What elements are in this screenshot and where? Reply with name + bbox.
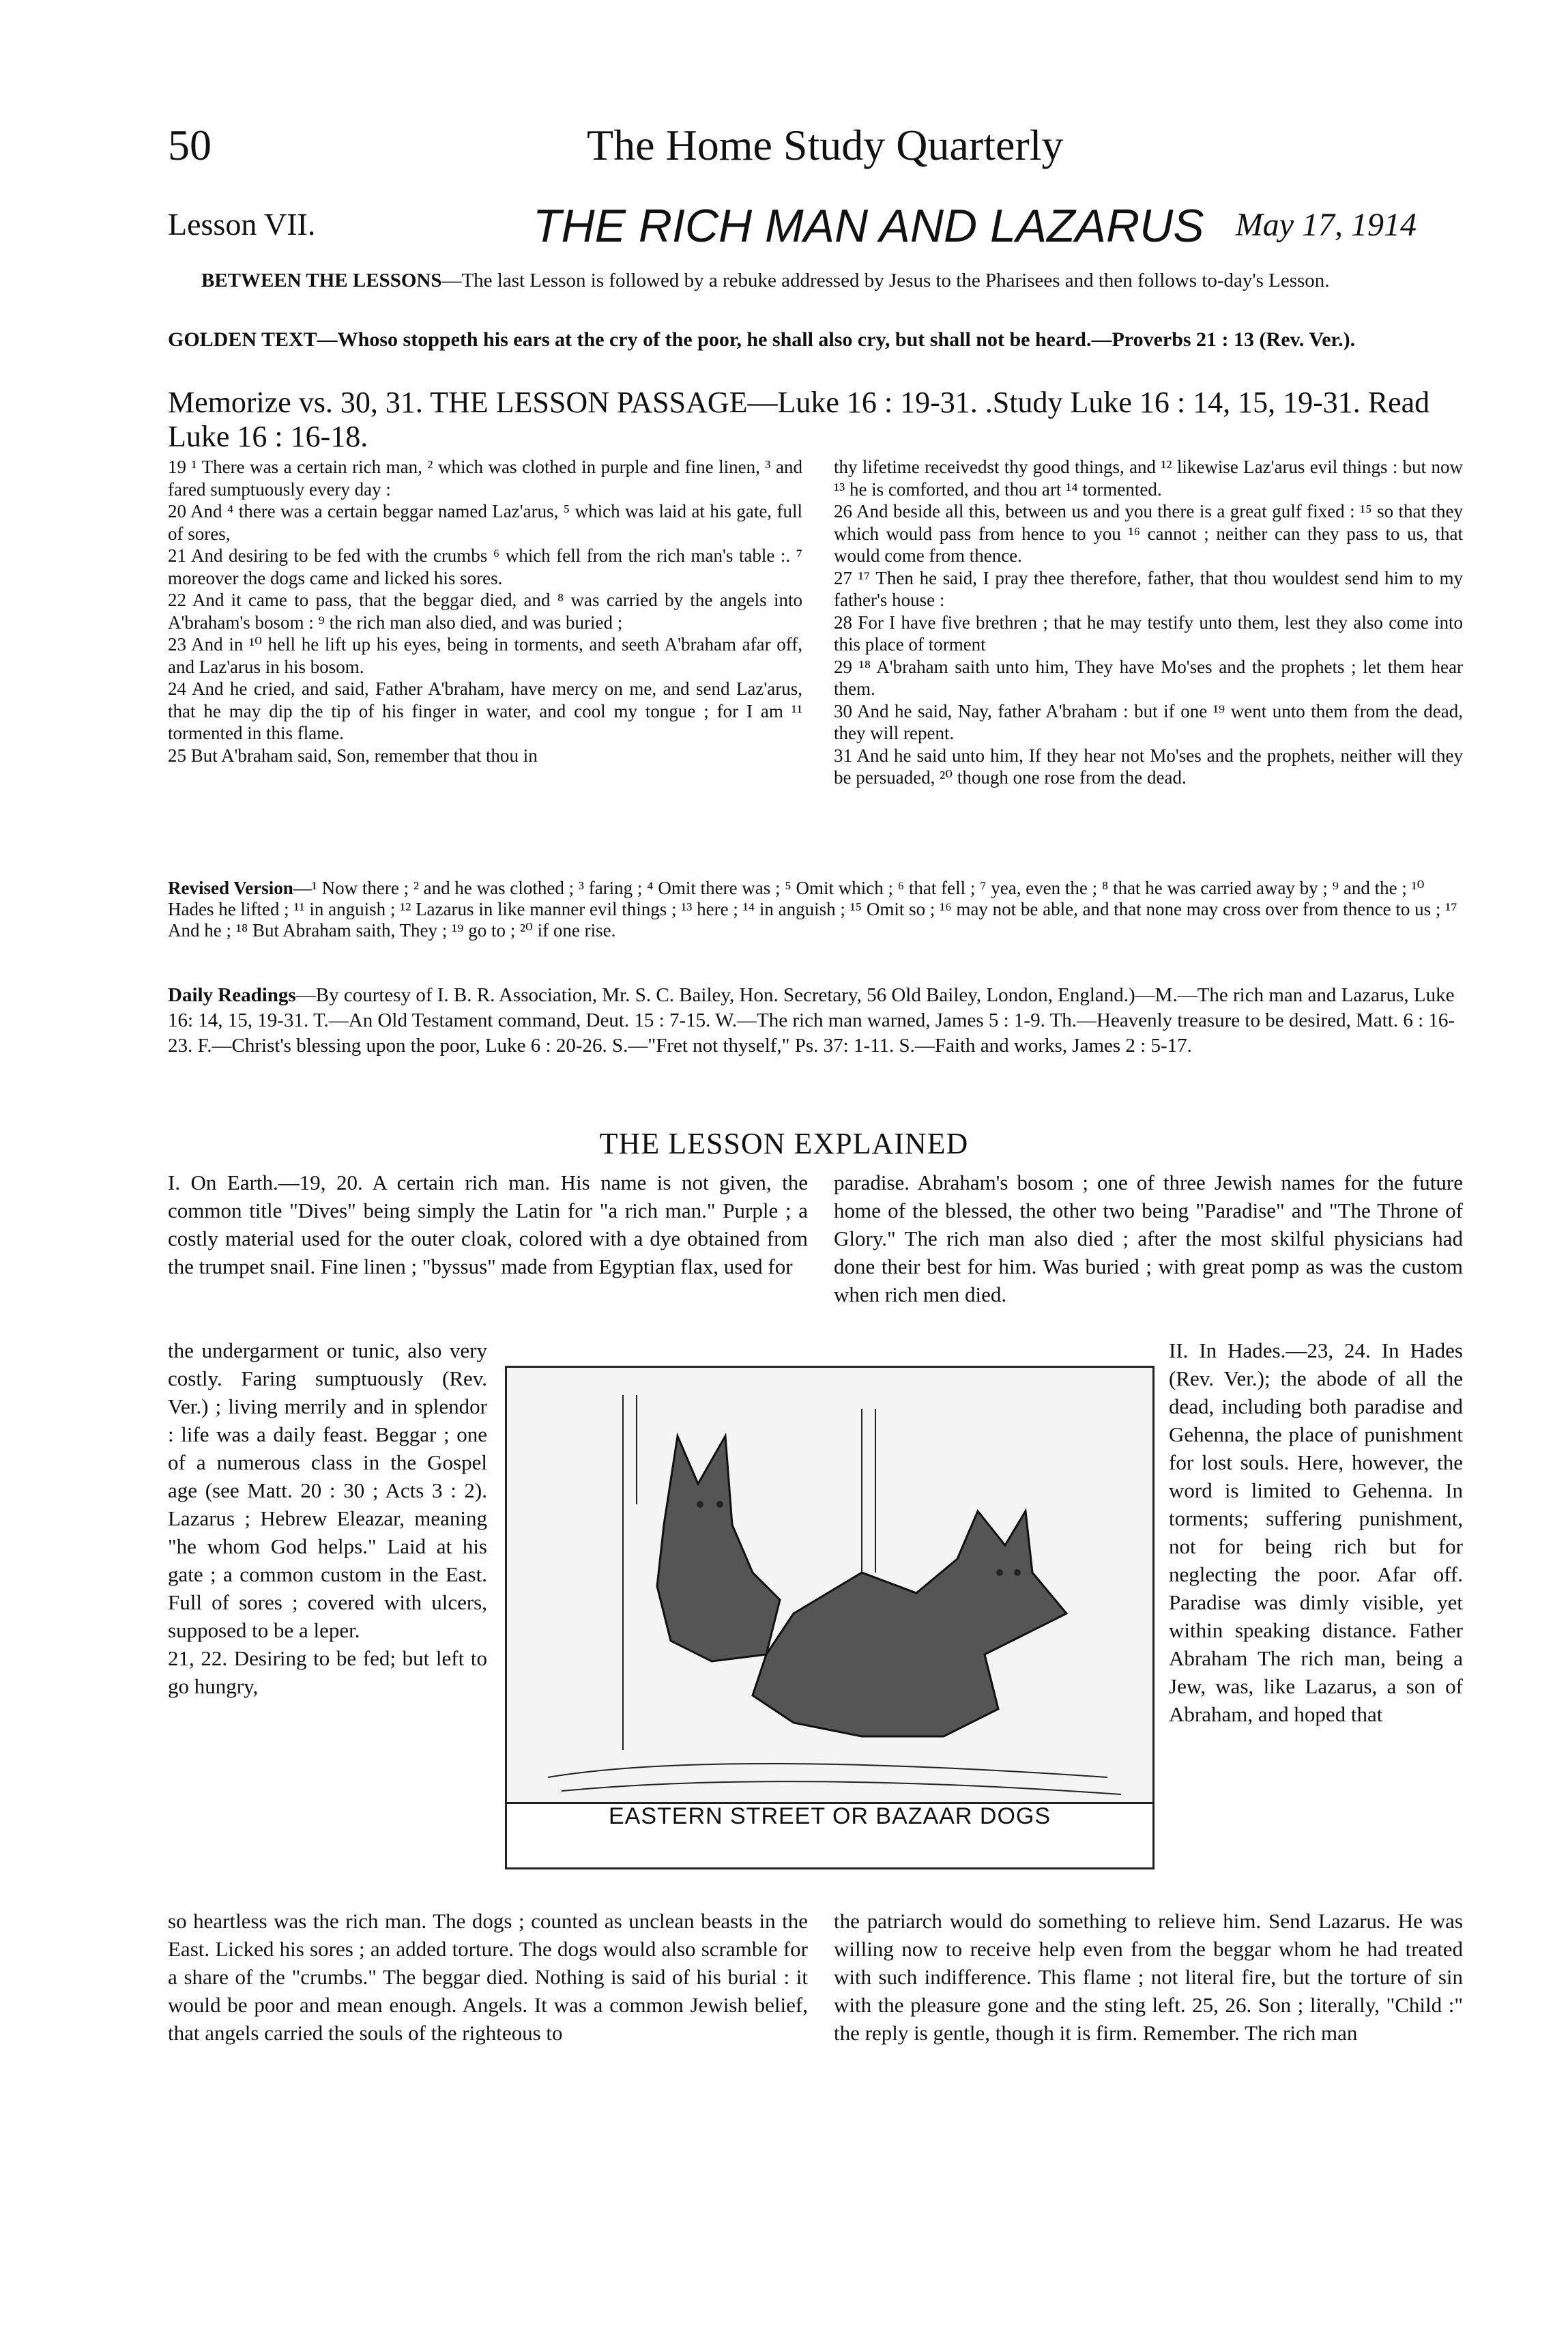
daily-text: —By courtesy of I. B. R. Association, Mr. S. C. Bailey, Hon. Secretary, 56 Old Bailey, London, England.)—M.—The rich man and Lazarus, Luke 16: 14, 15, 19-31. T.—An Old Testament command, Deut. 15 : 7-15. W.—The rich man warned, James 5 : 1-9. Th.—Heavenly treasure to be desired, Matt. 6 : 16-23. F.—Christ's blessing upon the poor, Luke 6 : 20-26. S.—"Fret not thyself," Ps. 37: 1-11. S.—Faith and works, James 2 : 5-17. xyxy=(168,984,1455,1057)
lesson-title: THE RICH MAN AND LAZARUS xyxy=(533,200,1204,252)
between-label: BETWEEN THE LESSONS xyxy=(201,270,442,291)
between-the-lessons xyxy=(201,268,1423,293)
daily-readings xyxy=(168,983,1457,1059)
verse: 23 And in ¹⁰ hell he lift up his eyes, being in torments, and seeth A'braham afar off, and Laz'arus in his bosom. xyxy=(168,634,802,677)
lesson-number: Lesson VII. xyxy=(168,207,316,242)
verse: thy lifetime receivedst thy good things, and ¹² likewise Laz'arus evil things : but now ¹³ he is comforted, and thou art ¹⁴ tormented. xyxy=(834,457,1463,500)
passage-right-column xyxy=(834,456,1463,789)
daily-label: Daily Readings xyxy=(168,984,296,1006)
between-text: —The last Lesson is followed by a rebuke addressed by Jesus to the Pharisees and then follows to-day's Lesson. xyxy=(441,270,1330,291)
verse: 27 ¹⁷ Then he said, I pray thee therefore, father, that thou wouldest send him to my father's house : xyxy=(834,567,1463,610)
verse: 25 But A'braham said, Son, remember that thou in xyxy=(168,745,538,766)
golden-text xyxy=(168,327,1444,352)
golden-label: GOLDEN TEXT xyxy=(168,328,317,351)
section-heading: THE LESSON EXPLAINED xyxy=(599,1127,969,1160)
verse: 30 And he said, Nay, father A'braham : but if one ¹⁹ went unto them from the dead, they will repent. xyxy=(834,700,1463,743)
explained-left-narrow xyxy=(168,1336,487,1700)
verse: 28 For I have five brethren ; that he may testify unto them, lest they also come into this place of torment xyxy=(834,612,1463,655)
revised-label: Revised Version xyxy=(168,878,293,898)
verse: 21 And desiring to be fed with the crumbs ⁶ which fell from the rich man's table :. ⁷ moreover the dogs came and licked his sores. xyxy=(168,545,802,588)
verse: 24 And he cried, and said, Father A'braham, have mercy on me, and send Laz'arus, that he may dip the tip of his finger in water, and cool my tongue ; for I am ¹¹ tormented in this flame. xyxy=(168,678,802,743)
explained-left-narrow-text-2: 21, 22. Desiring to be fed; but left to go hungry, xyxy=(168,1646,487,1698)
explained-right-top: paradise. Abraham's bosom ; one of three Jewish names for the future home of the blessed, the other two being "Paradise" and "The Throne of Glory." The rich man also died ; after the most skilful physicians had done their best for him. Was buried ; with great pomp as was the custom when rich men died. xyxy=(834,1171,1463,1306)
publication-title: The Home Study Quarterly xyxy=(587,121,1064,169)
explained-left-top: I. On Earth.—19, 20. A certain rich man. His name is not given, the common title "Dives" being simply the Latin for "a rich man." Purple ; a costly material used for the outer cloak, colored with a dye obtained from the trumpet snail. Fine linen ; "byssus" made from Egyptian flax, used for xyxy=(168,1171,808,1278)
verse: 31 And he said unto him, If they hear not Mo'ses and the prophets, neither will they be persuaded, ²⁰ though one rose from the dead. xyxy=(834,745,1463,788)
illustration-bazaar-dogs xyxy=(505,1366,1155,1869)
revised-text: —¹ Now there ; ² and he was clothed ; ³ faring ; ⁴ Omit there was ; ⁵ Omit which ; ⁶ that fell ; ⁷ yea, even the ; ⁸ that he was carried away by ; ⁹ and the ; ¹⁰ Hades he lifted ; ¹¹ in anguish ; ¹² Lazarus in like manner evil things ; ¹³ here ; ¹⁴ in anguish ; ¹⁵ Omit so ; ¹⁶ may not be able, and that none may cross over from thence to us ; ¹⁷ And he ; ¹⁸ But Abraham saith, They ; ¹⁹ go to ; ²⁰ if one rise. xyxy=(168,878,1457,941)
golden-body: —Whoso stoppeth his ears at the cry of the poor, he shall also cry, but shall not be heard.—Proverbs 21 : 13 (Rev. Ver.). xyxy=(317,328,1356,351)
explained-left-narrow-text: the undergarment or tunic, also very costly. Faring sumptuously (Rev. Ver.) ; living merrily and in splendor : life was a daily feast. Beggar ; one of a numerous class in the Gospel age (see Matt. 20 : 30 ; Acts 3 : 2). Lazarus ; Hebrew Eleazar, meaning "he whom God helps." Laid at his gate ; a common custom in the East. Full of sores ; covered with ulcers, supposed to be a leper. xyxy=(168,1338,487,1642)
memorize-line: Memorize vs. 30, 31. THE LESSON PASSAGE—Luke 16 : 19-31. .Study Luke 16 : 14, 15, 19-31. Read Luke 16 : 16-18. xyxy=(168,386,1430,453)
verse: 26 And beside all this, between us and you there is a great gulf fixed : ¹⁵ so that they which would pass from hence to you ¹⁶ cannot ; neither can they pass to us, that would come from thence. xyxy=(834,501,1463,566)
lesson-date: May 17, 1914 xyxy=(1235,207,1417,243)
explained-right-narrow: II. In Hades.—23, 24. In Hades (Rev. Ver.); the abode of all the dead, including both paradise and Gehenna, the place of punishment for lost souls. Here, however, the word is limited to Gehenna. In torments; suffering punishment, not for being rich but for neglecting the poor. Afar off. Paradise was dimly visible, yet within speaking distance. Father Abraham The rich man, being a Jew, was, like Lazarus, a son of Abraham, and hoped that xyxy=(1169,1338,1463,1726)
explained-left-bottom: so heartless was the rich man. The dogs ; counted as unclean beasts in the East. Licked his sores ; an added torture. The dogs would also scramble for a share of the "crumbs." The beggar died. Nothing is said of his burial : it would be poor and mean enough. Angels. It was a common Jewish belief, that angels carried the souls of the righteous to xyxy=(168,1909,808,2045)
page-number: 50 xyxy=(168,121,212,169)
figure-caption: EASTERN STREET OR BAZAAR DOGS xyxy=(608,1803,1051,1829)
revised-version xyxy=(168,878,1457,941)
dogs-illustration xyxy=(507,1368,1152,1802)
passage-left-column xyxy=(168,456,802,766)
verse: 29 ¹⁸ A'braham saith unto him, They have Mo'ses and the prophets ; let them hear them. xyxy=(834,656,1463,699)
verse: 19 ¹ There was a certain rich man, ² which was clothed in purple and fine linen, ³ and fared sumptuously every day : xyxy=(168,457,802,500)
lesson-heading xyxy=(168,199,1417,254)
verse: 22 And it came to pass, that the beggar died, and ⁸ was carried by the angels into A'braham's bosom : ⁹ the rich man also died, and was buried ; xyxy=(168,590,802,633)
explained-right-bottom: the patriarch would do something to relieve him. Send Lazarus. He was willing now to receive help even from the beggar whom he had treated with such indifference. This flame ; not literal fire, but the torture of sin with the pleasure gone and the sting left. 25, 26. Son ; literally, "Child :" the reply is gentle, though it is firm. Remember. The rich man xyxy=(834,1909,1463,2045)
verse: 20 And ⁴ there was a certain beggar named Laz'arus, ⁵ which was laid at his gate, full of sores, xyxy=(168,501,802,544)
